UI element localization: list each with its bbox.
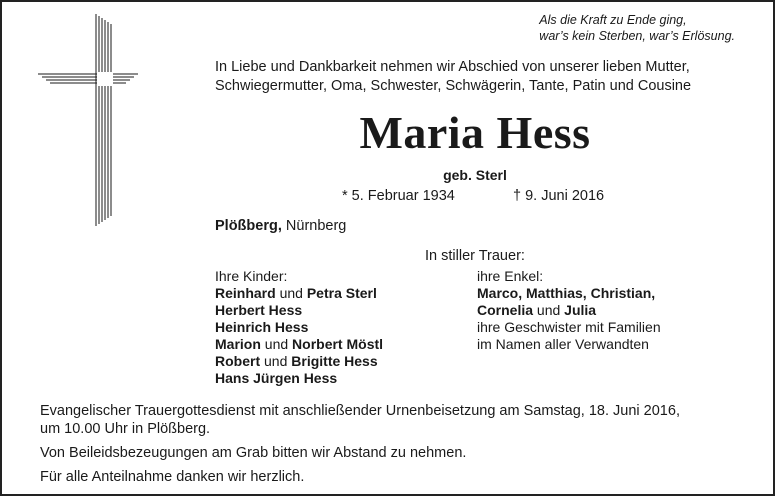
maiden-name: geb. Sterl (443, 167, 507, 183)
birth-date: * 5. Februar 1934 (342, 188, 455, 204)
mourning-label: In stiller Trauer: (425, 248, 525, 264)
list-item: Robert und Brigitte Hess (215, 353, 378, 369)
place-line (215, 218, 346, 234)
quote-line-2: war’s kein Sterben, war’s Erlösung. (539, 29, 735, 43)
children-list (215, 268, 383, 387)
epigraph-quote (539, 12, 735, 44)
list-item: Heinrich Hess (215, 319, 309, 335)
list-item: Marco, Matthias, Christian, (477, 285, 656, 301)
service-info (40, 402, 760, 438)
children-heading: Ihre Kinder: (215, 268, 288, 284)
deceased-name: Maria Hess (359, 107, 591, 158)
list-item: Cornelia und Julia (477, 302, 597, 318)
place-primary: Plößberg, (215, 218, 282, 234)
grandchildren-list (477, 268, 661, 353)
list-item: Reinhard und Petra Sterl (215, 285, 377, 301)
condolence-note: Von Beileidsbezeugungen am Grab bitten wir Abstand zu nehmen. (40, 445, 467, 461)
service-line-1: Evangelischer Trauergottesdienst mit anschließender Urnenbeisetzung am Samstag, 18. Juni 2016, (40, 403, 680, 419)
intro-text (215, 58, 755, 96)
grandchildren-heading: ihre Enkel: (477, 268, 544, 284)
list-item: Hans Jürgen Hess (215, 370, 338, 386)
list-item: Marion und Norbert Möstl (215, 336, 384, 352)
intro-line-2: Schwiegermutter, Oma, Schwester, Schwägerin, Tante, Patin und Cousine (215, 78, 692, 94)
quote-line-1: Als die Kraft zu Ende ging, (539, 13, 687, 27)
intro-line-1: In Liebe und Dankbarkeit nehmen wir Abschied von unserer lieben Mutter, (215, 59, 690, 75)
death-date: † 9. Juni 2016 (513, 188, 605, 204)
list-item: Herbert Hess (215, 302, 303, 318)
list-item: ihre Geschwister mit Familien (477, 319, 661, 335)
service-line-2: um 10.00 Uhr in Plößberg. (40, 421, 211, 437)
cross-icon (38, 14, 138, 226)
thanks-note: Für alle Anteilnahme danken wir herzlich. (40, 469, 305, 485)
place-secondary: Nürnberg (281, 218, 347, 234)
list-item: im Namen aller Verwandten (477, 336, 649, 352)
